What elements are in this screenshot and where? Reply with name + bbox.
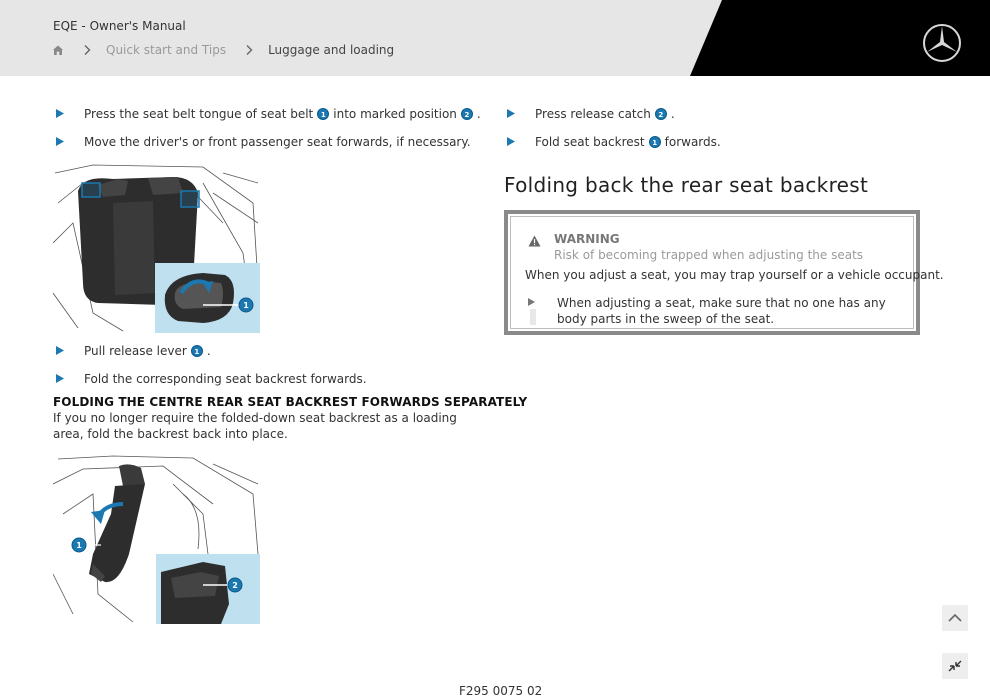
rear-seat-illustration (53, 163, 260, 333)
figure-rear-seat-release-lever (53, 163, 260, 333)
figure-id: F295 0075 02 (459, 684, 543, 698)
callout-number: 1 (191, 345, 203, 357)
step-arrow-icon (56, 137, 64, 146)
breadcrumb-link-quick-start[interactable]: Quick start and Tips (106, 43, 227, 57)
step-text: Move the driver's or front passenger seat forwards, if necessary. (84, 135, 471, 149)
header (0, 0, 990, 76)
section-heading: FOLDING THE CENTRE REAR SEAT BACKREST FORWARDS SEPARATELY (53, 395, 528, 409)
centre-backrest-illustration (53, 454, 260, 624)
warning-title: WARNING (554, 232, 620, 246)
step-arrow-icon (507, 109, 515, 118)
figure2-callout-2: 2 (232, 581, 238, 590)
callout-number: 2 (461, 108, 473, 120)
warning-bullet-bar (530, 309, 536, 325)
scroll-to-top-button[interactable] (942, 605, 968, 631)
step-text: Fold the corresponding seat backrest forwards. (84, 372, 367, 386)
step-move-front-seat (84, 135, 471, 149)
callout-number: 1 (649, 136, 661, 148)
section-paragraph: If you no longer require the folded-down seat backrest as a loading area, fold the backrest back into place. (53, 411, 457, 441)
bullet-arrow-icon (528, 298, 535, 306)
step-text: into marked position (333, 107, 457, 121)
warning-inner (510, 216, 944, 329)
figure-centre-backrest-fold (53, 454, 260, 624)
collapse-button[interactable] (942, 653, 968, 679)
step-pull-release-lever (84, 344, 211, 358)
step-fold-backrest-forwards (535, 135, 721, 149)
chevron-right-icon (244, 44, 254, 56)
chevron-up-icon (948, 613, 962, 623)
breadcrumb-current: Luggage and loading (268, 43, 395, 57)
warning-triangle-icon (528, 235, 541, 247)
callout-number: 1 (317, 108, 329, 120)
shrink-arrows-icon (948, 660, 962, 672)
figure1-callout-1: 1 (243, 301, 249, 310)
step-fold-seat-backrest (84, 372, 367, 386)
home-icon[interactable] (52, 44, 64, 56)
section-title-folding-back: Folding back the rear seat backrest (504, 173, 869, 197)
step-arrow-icon (56, 109, 64, 118)
step-text: Press the seat belt tongue of seat belt (84, 107, 314, 121)
step-press-release-catch (535, 107, 675, 121)
step-text: Pull release lever (84, 344, 187, 358)
step-text: Press release catch (535, 107, 651, 121)
step-text: . (670, 107, 675, 121)
step-arrow-icon (56, 346, 64, 355)
step-press-seat-belt-tongue (84, 107, 481, 121)
step-text: . (476, 107, 481, 121)
step-arrow-icon (56, 374, 64, 383)
mercedes-star-logo[interactable] (922, 23, 962, 63)
warning-box (504, 210, 944, 335)
step-text: forwards. (664, 135, 721, 149)
warning-text: When you adjust a seat, you may trap yourself or a vehicle occupant. (525, 268, 944, 282)
step-text: . (206, 344, 211, 358)
step-text: Fold seat backrest (535, 135, 645, 149)
callout-number: 2 (655, 108, 667, 120)
warning-subtitle: Risk of becoming trapped when adjusting the seats (554, 248, 864, 262)
breadcrumb (52, 42, 394, 58)
warning-bullet-text: When adjusting a seat, make sure that no one has any body parts in the sweep of the seat. (557, 296, 886, 326)
step-arrow-icon (507, 137, 515, 146)
figure2-callout-1: 1 (76, 541, 82, 550)
chevron-right-icon (82, 44, 92, 56)
manual-title: EQE - Owner's Manual (53, 19, 186, 33)
